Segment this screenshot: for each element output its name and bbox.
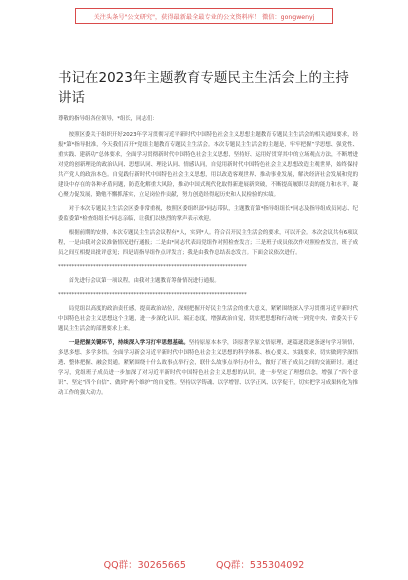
document-body [58,114,358,402]
bottom-qq-banner [0,556,408,572]
paragraph-1: 按照区委关于组织开好2023年学习贯彻习近平新时代中国特色社会主义思想主题教育专题民主生活会的相关通知要求，经报*第*指导批准，今天我们召开*党组主题教育专题民主生活会。本次专题民主生活会的主题是，牢牢把握“学思想、强党性、重实践、建新功”总体要求，全面学习贯彻新时代中国特色社会主义思想，坚持好、运用好贯穿其中的立场观点方法，不断增进对党的创新理论的政治认同、思想认同、理论认同、情感认同，自觉用新时代中国特色社会主义思想改造主观世界，始终保持共产党人的政治本色。自觉践行新时代中国特色社会主义思想，用以改造客观世界、推动事业发展，解决经济社会发展和党的建设中存在的各种矛盾问题，防范化解重大风险，推动中国式现代化取得新进展新突破，不断提高履职尽责的能力和水平，凝心聚力促发展，勤勉不懈抓落实，立足岗位作贡献，努力创造经得起历史和人民检验的实绩。 [58,132,358,198]
paragraph-6-body: 坚持原原本本学，读原著学原文悟原理，逐篇逐段逐条逐句学习领悟，多思多想、多学多悟。全面学习新会习近平新时代中国特色社会主义思想的科学体系、核心要义、实践要求，切实做到学深悟透、整体把握、融会贯通。紧紧围绕十什么故事点举行会，联什么故事点举行办什么，做好了班子成员之间的交流研讨。通过学习，党组班子成员进一步加深了对习近平新时代中国特色社会主义思想的认识，进一步坚定了理想信念，增强了“四个意识”、坚定“四个自信”、做到“两个维护”的自觉性。坚持以学铸魂、以学增智、以学正风、以学促干，切实把学习成果转化为推动工作的强大动力。 [58,340,358,396]
top-promo-text: 关注头条号"公文研究"，获得最新最全最专业的公文资料库！ 微信：gongwenyj [93,13,315,21]
qq-group-2: QQ群：535304092 [215,560,305,571]
document-title: 书记在2023年主题教育专题民主生活会上的主持讲话 [58,70,349,106]
paragraph-6 [58,338,358,398]
top-promo-banner [75,8,333,24]
paragraph-4: 首先进行会议第一项议程，由我对主题教育筹备情况进行通报。 [68,278,220,284]
qq-group-1: QQ群：30265665 [103,560,186,571]
star-divider-2: ********************************************************************** [58,292,247,298]
paragraph-5: 局党组以高度的政治责任感，提高政治站位，深刻把握开好民主生活会的重大意义，紧紧围绕深入学习贯彻习近平新时代中国特色社会主义思想这个主题，进一步深化认识、端正态度，增强政治自觉，切实把思想和行动统一到党中央、省委关于专题民主生活会的部署要求上来。 [58,306,358,332]
star-divider-1: ********************************************************************** [58,264,247,270]
paragraph-3: 根据前期的安排，本次专题民主生活会议程有*人，实到*人。符合召开民主生活会的要求，可以开会。本次会议共有6项议程，一是由我对会议准备情况进行通报；二是由*同志代表局党组作对照检查发言；三是班子成员依次作对照检查发言，班子成员之间互相提出批评意见；四是请指导组作点评发言；我是由我作总结表态发言。下面会议依次进行。 [58,230,358,256]
paragraph-2: 对于本次专题民主生活会区委非常重视，按照区委组织部*同志带队，主题教育第*指导组组长*同志及指导组成员同志、纪委监委第*检查组组长*同志亲临，让我们以热烈的掌声表示欢迎。 [58,206,358,222]
paragraph-6-heading: 一是把握关键环节，持续深入学习打牢思想基础。 [68,340,189,346]
salutation: 尊敬的指导组各位领导，*组长，同志们： [58,116,158,122]
